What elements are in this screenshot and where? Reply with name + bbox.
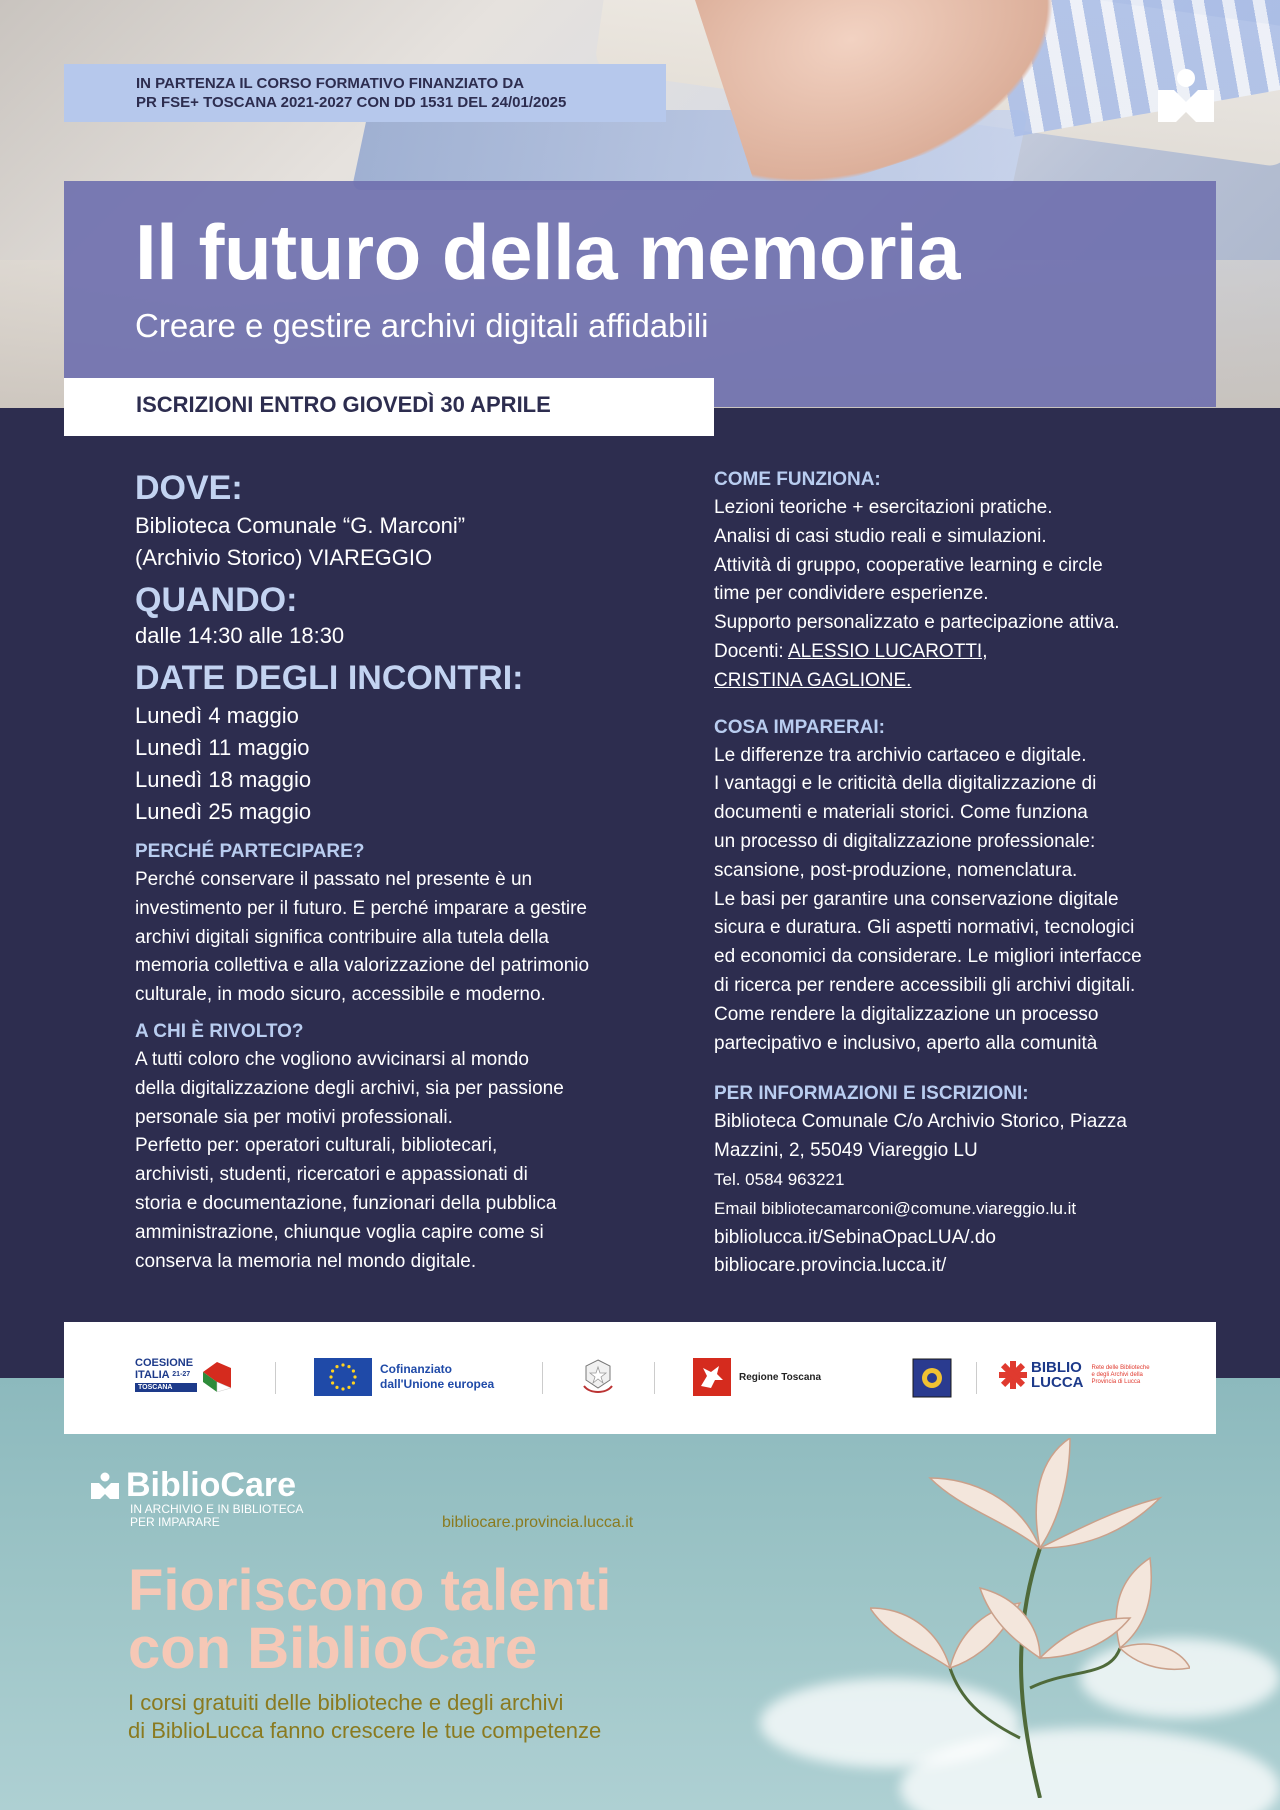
text-line: storia e documentazione, funzionari della pubblica bbox=[135, 1192, 557, 1214]
text-line: Le differenze tra archivio cartaceo e digitale. bbox=[714, 744, 1087, 766]
text-line: amministrazione, chiunque voglia capire come si bbox=[135, 1221, 544, 1243]
info-phone[interactable]: Tel. 0584 963221 bbox=[714, 1169, 845, 1189]
bibliolucca-line2: LUCCA bbox=[1031, 1374, 1084, 1391]
text-line: memoria collettiva e alla valorizzazione del patrimonio bbox=[135, 955, 590, 977]
page-title: Il futuro della memoria bbox=[135, 208, 960, 296]
text-line: culturale, in modo sicuro, accessibile e moderno. bbox=[135, 984, 546, 1006]
text-line: di ricerca per rendere accessibili gli archivi digitali. bbox=[714, 974, 1136, 996]
a-chi-heading: A CHI È RIVOLTO? bbox=[135, 1020, 304, 1042]
bibliocare-tagline: PER IMPARARE bbox=[130, 1515, 220, 1529]
info-link[interactable]: bibliolucca.it/SebinaOpacLUA/.do bbox=[714, 1226, 997, 1248]
italian-republic-emblem-icon bbox=[580, 1358, 616, 1396]
perche-text bbox=[135, 866, 655, 1010]
bibliocare-logo bbox=[90, 1467, 303, 1529]
bibliocare-name: BiblioCare bbox=[126, 1466, 297, 1504]
docenti-line bbox=[714, 638, 1214, 667]
info-address: Mazzini, 2, 55049 Viareggio LU bbox=[714, 1140, 978, 1162]
page-subtitle: Creare e gestire archivi digitali affidabili bbox=[135, 307, 709, 344]
slogan bbox=[128, 1558, 612, 1681]
eu-line1: Cofinanziato bbox=[380, 1362, 452, 1376]
logo-divider bbox=[654, 1362, 655, 1394]
bibliolucca-note: Rete delle Biblioteche e degli Archivi della Provincia di Lucca bbox=[1091, 1364, 1150, 1385]
sponsor-logos-strip bbox=[64, 1322, 1216, 1434]
coesione-years: 21-27 bbox=[172, 1371, 191, 1378]
info-address: Biblioteca Comunale C/o Archivio Storico, Piazza bbox=[714, 1111, 1127, 1133]
slogan-sub-line: I corsi gratuiti delle biblioteche e degli archivi bbox=[128, 1690, 564, 1715]
bibliocare-mark-icon bbox=[1156, 64, 1216, 124]
info-heading: PER INFORMAZIONI E ISCRIZIONI: bbox=[714, 1083, 1029, 1105]
bibliolucca-star-icon bbox=[999, 1361, 1027, 1389]
dove-line1: Biblioteca Comunale “G. Marconi” bbox=[135, 513, 466, 538]
text-line: personale sia per motivi professionali. bbox=[135, 1106, 453, 1128]
text-line: ed economici da considerare. Le migliori interfacce bbox=[714, 946, 1142, 968]
date-heading: DATE DEGLI INCONTRI: bbox=[135, 659, 524, 697]
dove-line2: (Archivio Storico) VIAREGGIO bbox=[135, 545, 433, 570]
coesione-line2: ITALIA bbox=[135, 1369, 170, 1381]
text-line: Come rendere la digitalizzazione un processo bbox=[714, 1003, 1099, 1025]
perche-heading: PERCHÉ PARTECIPARE? bbox=[135, 841, 365, 862]
info-email[interactable]: Email bibliotecamarconi@comune.viareggio.lu.it bbox=[714, 1198, 1077, 1218]
text-line: un processo di digitalizzazione professionale: bbox=[714, 830, 1096, 852]
coesione-italia-logo bbox=[135, 1358, 233, 1392]
funding-badge bbox=[64, 64, 666, 122]
text-line: della digitalizzazione degli archivi, sia per passione bbox=[135, 1077, 564, 1099]
a-chi-text bbox=[135, 1046, 655, 1276]
docente-name: CRISTINA GAGLIONE. bbox=[714, 669, 912, 691]
date-item: Lunedì 11 maggio bbox=[135, 735, 310, 760]
logo-divider bbox=[976, 1362, 977, 1394]
bibliocare-mark-icon bbox=[90, 1470, 120, 1500]
right-column bbox=[714, 468, 1214, 1281]
bibliocare-url[interactable]: bibliocare.provincia.lucca.it bbox=[442, 1514, 634, 1531]
date-item: Lunedì 25 maggio bbox=[135, 799, 312, 824]
slogan-subtitle bbox=[128, 1689, 601, 1745]
pegasus-icon bbox=[693, 1358, 731, 1396]
text-line: documenti e materiali storici. Come funziona bbox=[714, 802, 1088, 824]
text-line: Analisi di casi studio reali e simulazioni. bbox=[714, 525, 1047, 547]
coesione-line1: COESIONE bbox=[135, 1357, 194, 1369]
dove-heading: DOVE: bbox=[135, 469, 243, 507]
eu-flag-icon bbox=[314, 1358, 372, 1396]
funding-badge-line2: PR FSE+ TOSCANA 2021-2027 CON DD 1531 DEL 24/01/2025 bbox=[136, 94, 567, 111]
coesione-arrows-icon bbox=[201, 1358, 233, 1392]
text-line: I vantaggi e le criticità della digitalizzazione di bbox=[714, 773, 1097, 795]
slogan-line: con BiblioCare bbox=[128, 1616, 538, 1681]
docente-name: ALESSIO LUCAROTTI, bbox=[787, 640, 988, 662]
info-text bbox=[714, 1108, 1214, 1281]
cosa-imparerai-text bbox=[714, 742, 1214, 1059]
text-line: Supporto personalizzato e partecipazione attiva. bbox=[714, 612, 1120, 634]
eu-cofinanced-logo bbox=[314, 1358, 494, 1396]
quando-heading: QUANDO: bbox=[135, 581, 298, 619]
text-line: archivi digitali significa contribuire alla tutela della bbox=[135, 926, 549, 948]
info-link[interactable]: bibliocare.provincia.lucca.it/ bbox=[714, 1255, 947, 1277]
provincia-lucca-crest-icon bbox=[912, 1358, 952, 1398]
logo-divider bbox=[542, 1362, 543, 1394]
text-line: Perché conservare il passato nel presente è un bbox=[135, 869, 533, 890]
come-funziona-text bbox=[714, 494, 1214, 696]
slogan-sub-line: di BiblioLucca fanno crescere le tue competenze bbox=[128, 1718, 602, 1743]
bibliocare-tagline: IN ARCHIVIO E IN BIBLIOTECA bbox=[130, 1502, 304, 1516]
date-item: Lunedì 4 maggio bbox=[135, 703, 299, 728]
text-line: sicura e duratura. Gli aspetti normativi, tecnologici bbox=[714, 917, 1135, 939]
date-item: Lunedì 18 maggio bbox=[135, 767, 312, 792]
text-line: time per condividere esperienze. bbox=[714, 583, 989, 605]
text-line: conserva la memoria nel mondo digitale. bbox=[135, 1250, 477, 1272]
docenti-label: Docenti: bbox=[714, 640, 788, 662]
regione-toscana-logo bbox=[693, 1358, 821, 1396]
registration-deadline: ISCRIZIONI ENTRO GIOVEDÌ 30 APRILE bbox=[64, 378, 714, 436]
text-line: investimento per il futuro. E perché imparare a gestire bbox=[135, 897, 587, 919]
text-line: A tutti coloro che vogliono avvicinarsi al mondo bbox=[135, 1048, 529, 1070]
logo-divider bbox=[275, 1362, 276, 1394]
regione-label: Regione Toscana bbox=[739, 1371, 822, 1383]
cosa-imparerai-heading: COSA IMPARERAI: bbox=[714, 716, 885, 738]
bibliolucca-logo bbox=[999, 1360, 1154, 1390]
quando-text: dalle 14:30 alle 18:30 bbox=[135, 623, 345, 648]
coesione-region: TOSCANA bbox=[135, 1383, 197, 1392]
slogan-line: Fioriscono talenti bbox=[128, 1558, 612, 1623]
left-column bbox=[135, 468, 655, 1276]
text-line: Perfetto per: operatori culturali, bibliotecari, bbox=[135, 1135, 498, 1157]
date-list bbox=[135, 700, 655, 828]
bibliolucca-line1: BIBLIO bbox=[1031, 1359, 1082, 1376]
text-line: archivisti, studenti, ricercatori e appassionati di bbox=[135, 1164, 528, 1186]
come-funziona-heading: COME FUNZIONA: bbox=[714, 469, 881, 490]
text-line: Attività di gruppo, cooperative learning e circle bbox=[714, 554, 1103, 576]
text-line: scansione, post-produzione, nomenclatura. bbox=[714, 859, 1078, 881]
funding-badge-line1: IN PARTENZA IL CORSO FORMATIVO FINANZIATO DA bbox=[136, 75, 525, 92]
text-line: partecipativo e inclusivo, aperto alla comunità bbox=[714, 1032, 1098, 1054]
text-line: Le basi per garantire una conservazione digitale bbox=[714, 888, 1119, 910]
text-line: Lezioni teoriche + esercitazioni pratiche. bbox=[714, 497, 1053, 518]
eu-line2: dall'Unione europea bbox=[380, 1377, 495, 1391]
book-flowers-illustration bbox=[870, 1438, 1190, 1798]
